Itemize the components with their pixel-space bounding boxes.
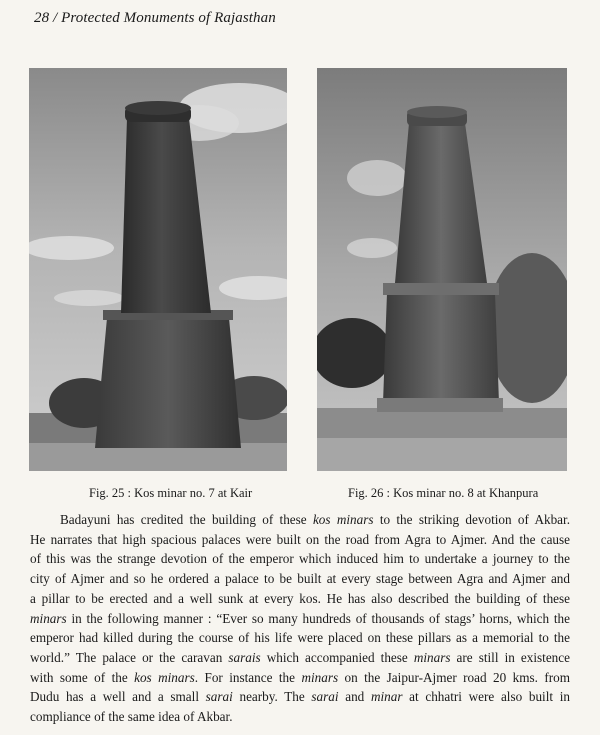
body-text-segment: at chhatri were also built in bbox=[402, 689, 570, 705]
body-text-segment: He narrates that high spacious palaces were built on the road from Agra to Ajmer. And the cause bbox=[30, 531, 570, 547]
body-text-segment: world.” The palace or the caravan bbox=[30, 649, 229, 665]
body-text-segment: are still in existence bbox=[450, 649, 570, 665]
body-line bbox=[30, 589, 570, 609]
body-line bbox=[30, 648, 570, 668]
body-line bbox=[30, 569, 570, 589]
italic-term: sarais bbox=[228, 649, 261, 665]
body-text-segment: . For instance the bbox=[194, 669, 302, 685]
figure-26-photo bbox=[317, 68, 567, 471]
body-text-segment: compliance of the same idea of Akbar. bbox=[30, 709, 233, 725]
body-text-segment: Badayuni has credited the building of these bbox=[60, 512, 313, 527]
italic-term: kos minars bbox=[312, 512, 374, 527]
body-text-segment: of this was the strange devotion of the emperor which induced him to undertake a journey to the bbox=[30, 551, 570, 567]
running-header: 28 / Protected Monuments of Rajasthan bbox=[34, 10, 276, 26]
italic-term: kos minars bbox=[134, 669, 195, 685]
body-line bbox=[30, 549, 570, 569]
body-line bbox=[30, 510, 570, 530]
body-text-segment: a pillar to be erected and a well sunk at every kos. He has also described the building of these bbox=[30, 590, 570, 606]
body-text-segment: with some of the bbox=[30, 669, 135, 685]
body-line bbox=[30, 530, 570, 550]
body-text-segment: nearby. The bbox=[232, 689, 312, 705]
body-line bbox=[30, 668, 570, 688]
body-text-segment: Dudu has a well and a small bbox=[30, 689, 206, 705]
body-text-segment: which accompanied these bbox=[260, 649, 414, 665]
body-text-segment: emperor had killed during the course of his life were placed on these pillars as a memorial to the bbox=[30, 630, 570, 646]
figure-26-caption: Fig. 26 : Kos minar no. 8 at Khanpura bbox=[348, 486, 539, 500]
italic-term: minars bbox=[30, 610, 67, 626]
body-text-segment: and bbox=[338, 689, 371, 705]
body-line bbox=[30, 609, 570, 629]
body-line bbox=[30, 707, 570, 727]
body-text-segment: in the following manner : “Ever so many hundreds of thousands of stags’ horns, which the bbox=[66, 610, 570, 626]
italic-term: sarai bbox=[205, 689, 233, 705]
body-line bbox=[30, 687, 570, 707]
italic-term: sarai bbox=[311, 689, 339, 705]
figure-25-photo bbox=[29, 68, 287, 471]
figure-25-caption: Fig. 25 : Kos minar no. 7 at Kair bbox=[89, 486, 253, 500]
body-text-segment: on the Jaipur-Ajmer road 20 kms. from bbox=[338, 669, 570, 685]
italic-term: minar bbox=[370, 689, 403, 705]
body-text-segment: city of Ajmer and so he ordered a palace to be built at every stage between Agra and Ajmer and bbox=[30, 571, 570, 587]
body-text-segment: to the striking devotion of Akbar. bbox=[373, 512, 570, 527]
italic-term: minars bbox=[413, 649, 451, 665]
body-line bbox=[30, 628, 570, 648]
body-paragraph bbox=[30, 510, 570, 727]
italic-term: minars bbox=[301, 669, 339, 685]
